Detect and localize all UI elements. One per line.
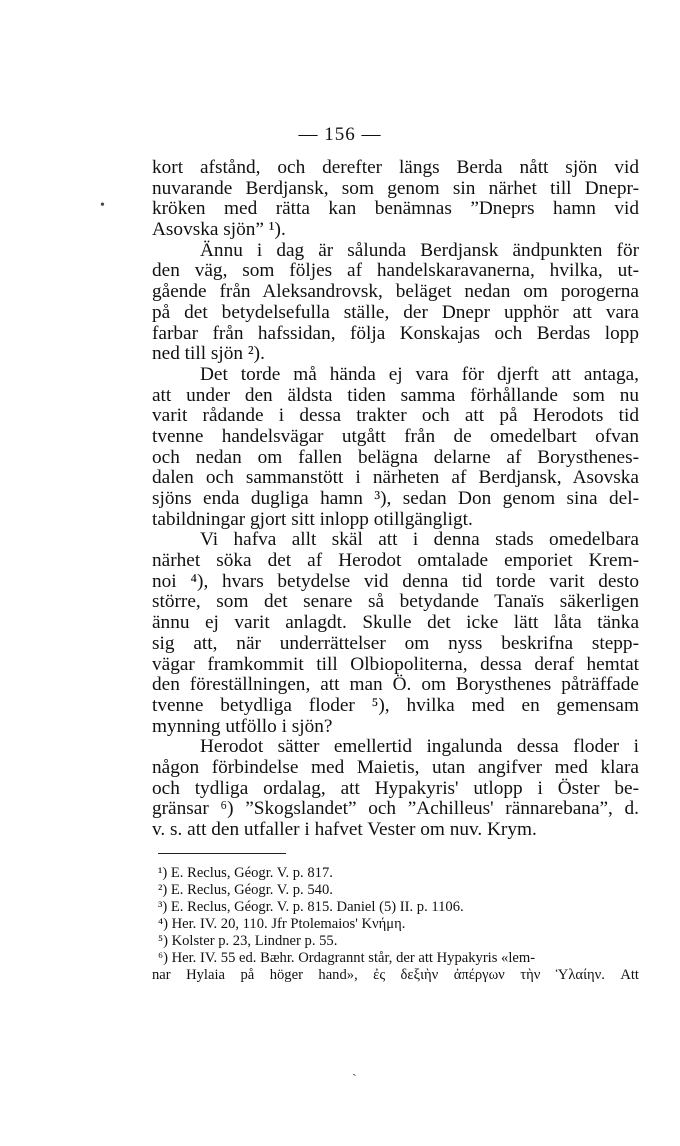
text-line: farbar från hafssidan, följa Konskajas och Berdas lopp — [152, 322, 639, 344]
text-line: någon förbindelse med Maietis, utan angifver med klara — [152, 756, 639, 778]
footnote-line: nar Hylaia på höger hand», ἐς δεξιὴν ἀπέργων τὴν Ὑλαίην. Att — [152, 967, 639, 983]
text-line: mynning utföllo i sjön? — [152, 715, 333, 737]
text-line: varit rådande i dessa trakter och att på Herodots tid — [152, 405, 639, 427]
text-line: sjöns enda dugliga hamn ³), sedan Don genom sina del- — [152, 488, 639, 509]
text-line: ännu ej varit anlagdt. Skulle det icke lätt låta tänka — [152, 612, 639, 634]
footnote-line: ⁵) Kolster p. 23, Lindner p. 55. — [158, 933, 338, 949]
text-line: och nedan om fallen belägna delarne af Borysthenes- — [152, 446, 639, 468]
footnote-rule — [158, 853, 286, 854]
text-line: gränsar ⁶) ”Skogslandet” och ”Achilleus' rännarebana”, d. — [152, 798, 639, 820]
text-line: på det betydelsefulla ställe, der Dnepr upphör att vara — [152, 301, 639, 323]
text-line: gående från Aleksandrovsk, beläget nedan om porogerna — [152, 281, 639, 303]
footnote-line: ²) E. Reclus, Géogr. V. p. 540. — [158, 882, 333, 898]
text-line: ned till sjön ²). — [152, 343, 265, 365]
footnote-line: ¹) E. Reclus, Géogr. V. p. 817. — [158, 865, 333, 881]
text-line: att under den äldsta tiden samma förhållande som nu — [152, 384, 639, 406]
text-line: den föreställningen, att man Ö. om Borysthenes påträffade — [152, 674, 639, 696]
text-line: nuvarande Berdjansk, som genom sin närhet till Dnepr- — [152, 177, 639, 199]
text-line: tvenne betydliga floder ⁵), hvilka med en gemensam — [152, 694, 639, 716]
text-line: tabildningar gjort sitt inlopp otillgängligt. — [152, 508, 473, 530]
text-line: Herodot sätter emellertid ingalunda dessa floder i — [200, 736, 639, 758]
footnote-line: ⁴) Her. IV. 20, 110. Jfr Ptolemaios' Κνήμη. — [158, 916, 406, 932]
text-line: kröken med rätta kan benämnas ”Dneprs hamn vid — [152, 198, 639, 220]
text-line: den väg, som följes af handelskaravanerna, hvilka, ut- — [152, 260, 639, 282]
margin-dot: • — [100, 198, 105, 213]
text-line: sig att, när underrättelser om nyss beskrifna stepp- — [152, 632, 639, 654]
footnotes — [152, 865, 639, 984]
text-line: Vi hafva allt skäl att i denna stads omedelbara — [200, 529, 639, 551]
text-line: v. s. att den utfaller i hafvet Vester om nuv. Krym. — [152, 819, 537, 840]
text-line: närhet söka det af Herodot omtalade emporiet Krem- — [152, 550, 639, 572]
body-text — [152, 158, 639, 841]
text-line: Det torde må hända ej vara för djerft att antaga, — [200, 363, 639, 385]
text-line: dalen och sammanstött i närheten af Berdjansk, Asovska — [152, 467, 639, 489]
footnote-line: ³) E. Reclus, Géogr. V. p. 815. Daniel (5) II. p. 1106. — [158, 899, 464, 915]
footnote-line: ⁶) Her. IV. 55 ed. Bæhr. Ordagrannt står, der att Hypakyris «lem- — [158, 950, 536, 966]
text-line: Asovska sjön” ¹). — [152, 219, 286, 241]
text-line: kort afstånd, och derefter längs Berda nått sjön vid — [152, 157, 639, 178]
bottom-tick-mark: ˎ — [352, 1062, 357, 1077]
text-line: tvenne handelsvägar utgått från de omedelbart ofvan — [152, 425, 639, 447]
text-line: större, som det senare så betydande Tanaïs säkerligen — [152, 591, 639, 613]
text-line: och tydliga ordalag, att Hypakyris' utlopp i Öster be- — [152, 777, 639, 799]
page-number: — 156 — — [298, 124, 382, 145]
text-line: vägar framkommit till Olbiopoliterna, dessa deraf hemtat — [152, 653, 639, 675]
text-line: Ännu i dag är sålunda Berdjansk ändpunkten för — [200, 239, 639, 261]
text-line: noi ⁴), hvars betydelse vid denna tid torde varit desto — [152, 570, 639, 592]
